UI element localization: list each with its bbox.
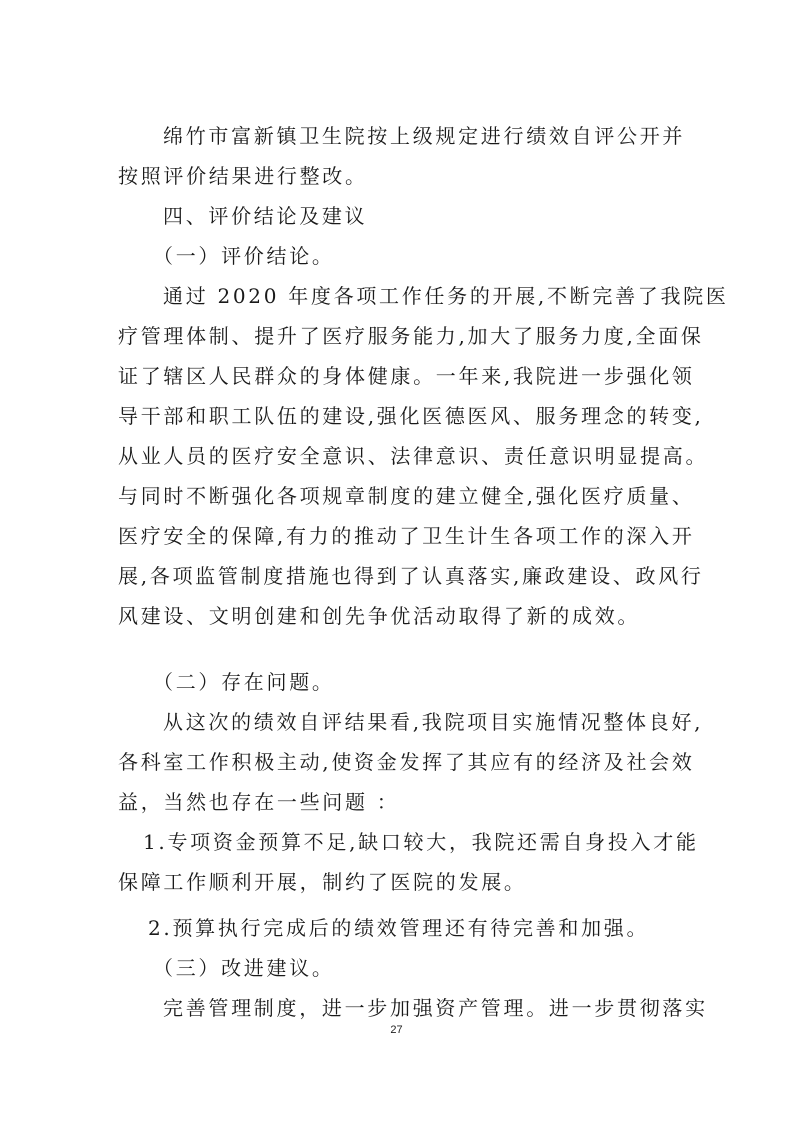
body-text-line: 导干部和职工队伍的建设,强化医德医风、服务理念的转变, <box>118 404 704 428</box>
body-text-line: 风建设、文明创建和创先争优活动取得了新的成效。 <box>118 604 641 628</box>
body-text-line: 医疗安全的保障,有力的推动了卫生计生各项工作的深入开 <box>118 524 695 548</box>
body-text-line: 证了辖区人民群众的身体健康。一年来,我院进一步强化领 <box>118 364 695 388</box>
list-item: 2.预算执行完成后的绩效管理还有待完善和加强。 <box>148 916 650 940</box>
body-text-line: 与同时不断强化各项规章制度的建立健全,强化医疗质量、 <box>118 484 695 508</box>
subsection-heading: （三）改进建议。 <box>153 956 335 980</box>
body-text-line: 绵竹市富新镇卫生院按上级规定进行绩效自评公开并 <box>163 124 686 148</box>
body-text-line: 按照评价结果进行整改。 <box>118 164 368 188</box>
body-text-line: 从这次的绩效自评结果看,我院项目实施情况整体良好, <box>163 710 704 734</box>
body-text-line: 益，当然也存在一些问题 ： <box>118 790 400 814</box>
page-number: 27 <box>390 1024 403 1036</box>
body-text-line: 通过 2020 年度各项工作任务的开展,不断完善了我院医 <box>163 284 729 308</box>
section-heading: 四、评价结论及建议 <box>163 204 368 228</box>
body-text-line: 展,各项监管制度措施也得到了认真落实,廉政建设、政风行 <box>118 564 704 588</box>
body-text-line: 完善管理制度，进一步加强资产管理。进一步贯彻落实 <box>163 996 708 1020</box>
body-text-line: 保障工作顺利开展，制约了医院的发展。 <box>118 870 527 894</box>
subsection-heading: （一）评价结论。 <box>153 244 335 268</box>
body-text-line: 疗管理体制、提升了医疗服务能力,加大了服务力度,全面保 <box>118 324 704 348</box>
body-text-line: 从业人员的医疗安全意识、法律意识、责任意识明显提高。 <box>118 444 709 468</box>
list-item: 1.专项资金预算不足,缺口较大，我院还需自身投入才能 <box>143 830 699 854</box>
subsection-heading: （二）存在问题。 <box>153 670 335 694</box>
body-text-line: 各科室工作积极主动,使资金发挥了其应有的经济及社会效 <box>118 750 695 774</box>
